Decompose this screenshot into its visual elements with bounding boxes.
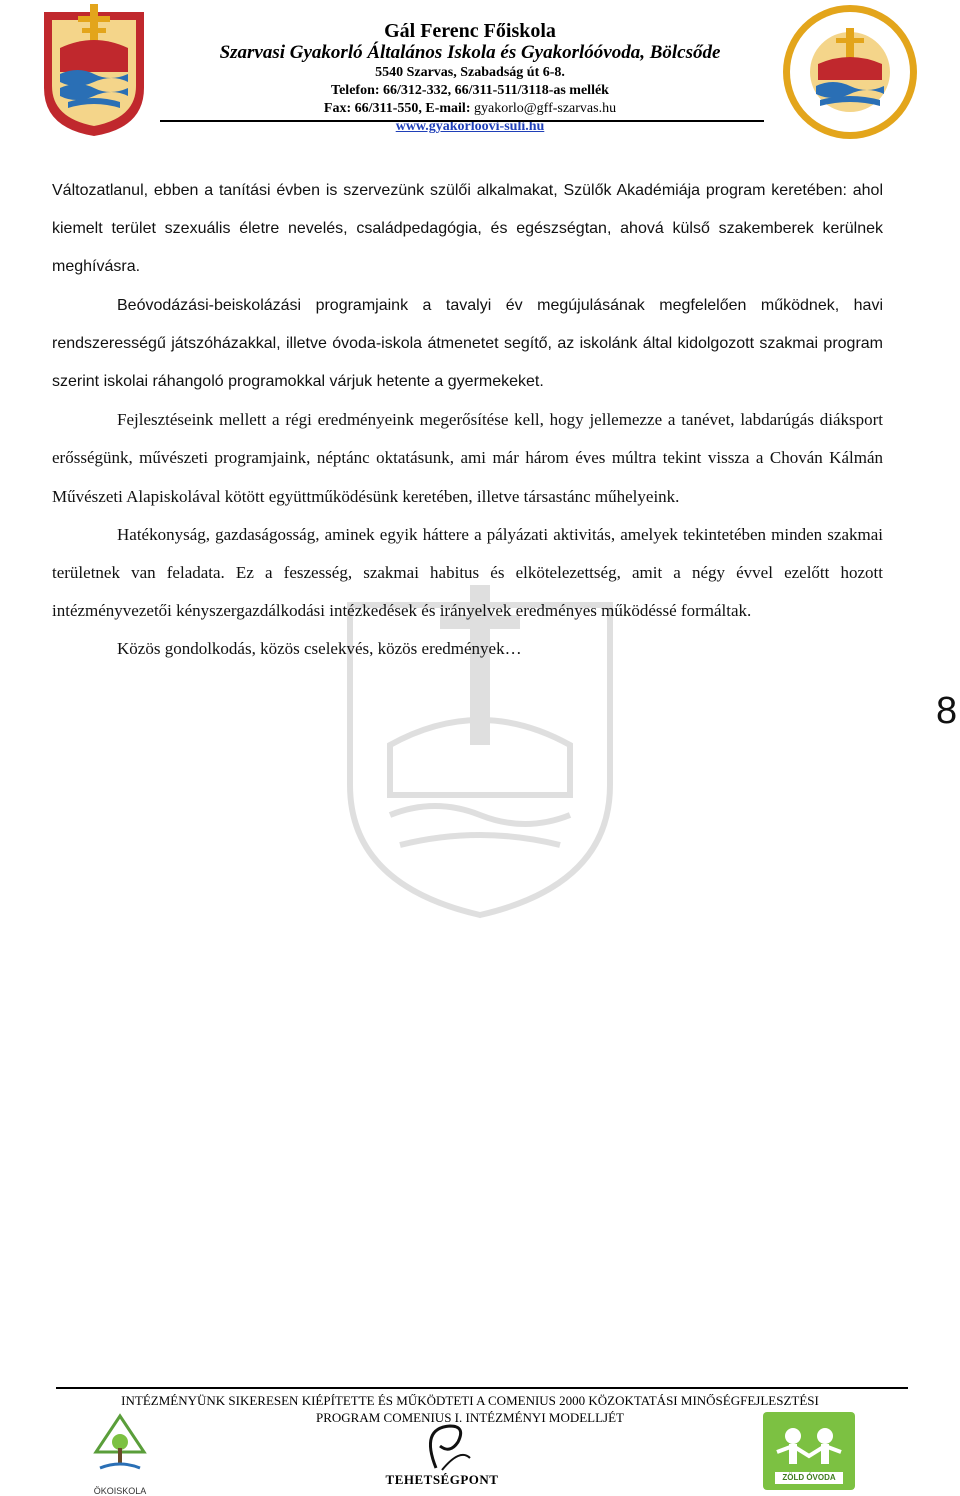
zold-ovoda-label: ZÖLD ÓVODA [782, 1473, 836, 1482]
school-logo-right [780, 2, 920, 142]
document-body [52, 172, 883, 669]
phone: Telefon: 66/312-332, 66/311-511/3118-as mellék [331, 83, 609, 98]
logo-shield-icon [38, 2, 150, 138]
eco-school-icon [92, 1412, 148, 1482]
header-divider [160, 120, 764, 122]
institution-name: Szarvasi Gyakorló Általános Iskola és Gyakorlóóvoda, Bölcsőde [219, 42, 721, 63]
tehetsegpont-logo [380, 1418, 500, 1478]
page-number: 8 [936, 690, 958, 732]
footer-divider [56, 1387, 908, 1389]
footer-line-1: INTÉZMÉNYÜNK SIKERESEN KIÉPÍTETTE ÉS MŰKÖDTETI A COMENIUS 2000 KÖZOKTATÁSI MINŐSÉGFEJLESZTÉSI [121, 1393, 819, 1408]
paragraph-enrollment: Beóvodázási-beiskolázási programjaink a tavalyi év megújulásának megfelelően működnek, havi rendszerességű játszóházakkal, illetve óvoda-iskola átmenetet segítő, az iskolánk által kidolgozott szakmai program szerint iskolai ráhangoló programokkal várjuk hetente a gyermekeket. [52, 296, 883, 391]
tehetsegpont-icon [380, 1418, 500, 1478]
fax-email [180, 100, 760, 118]
fax-label: Fax: 66/311-550, E-mail: [323, 101, 474, 116]
paragraph-closing: Közös gondolkodás, közös cselekvés, közös eredmények… [117, 639, 522, 659]
school-name: Gál Ferenc Főiskola [384, 20, 556, 42]
okoiskola-logo [92, 1412, 148, 1482]
paragraph-development: Fejlesztéseink mellett a régi eredményeink megerősítése kell, hogy jellemezze a tanévet, labdarúgás diáksport erősségünk, művészeti programjaink, néptánc oktatásunk, ami már három éves múltra tekint vissza a Chován Kálmán Művészeti Alapiskolával kötött együttműködésünk keretében, illetve társastánc műhelyeink. [52, 410, 883, 506]
paragraph-efficiency: Hatékonyság, gazdaságosság, aminek egyik háttere a pályázati aktivitás, amelyek tekintetében minden szakmai területnek van feladata. Ez a feszesség, szakmai habitus és elkötelezettség, amit a négy évvel ezelőtt hozott intézményvezetői kényszergazdálkodási intézkedések és irányelvek eredményes működéssé formáltak. [52, 524, 883, 621]
address: 5540 Szarvas, Szabadság út 6-8. [375, 65, 565, 80]
tehetsegpont-label: TEHETSÉGPONT [385, 1472, 499, 1487]
website-link[interactable]: www.gyakorloovi-suli.hu [395, 119, 545, 134]
okoiskola-label: ÖKOISKOLA [93, 1486, 147, 1496]
college-logo-left [38, 2, 150, 138]
round-seal-icon [780, 2, 920, 142]
zold-ovoda-logo [763, 1412, 855, 1490]
paragraph-parents-academy: Változatlanul, ebben a tanítási évben is szervezünk szülői alkalmakat, Szülők Akadémiája program keretében: ahol kiemelt terület szexuális életre nevelés, családpedagógia, és egészségtan, ahová külső szakemberek kerülnek meghívásra. [52, 182, 883, 276]
footer-line-2: PROGRAM COMENIUS I. INTÉZMÉNYI MODELLJÉT [315, 1410, 624, 1425]
letterhead [180, 20, 760, 136]
email-link[interactable]: gyakorlo@gff-szarvas.hu [474, 101, 617, 116]
